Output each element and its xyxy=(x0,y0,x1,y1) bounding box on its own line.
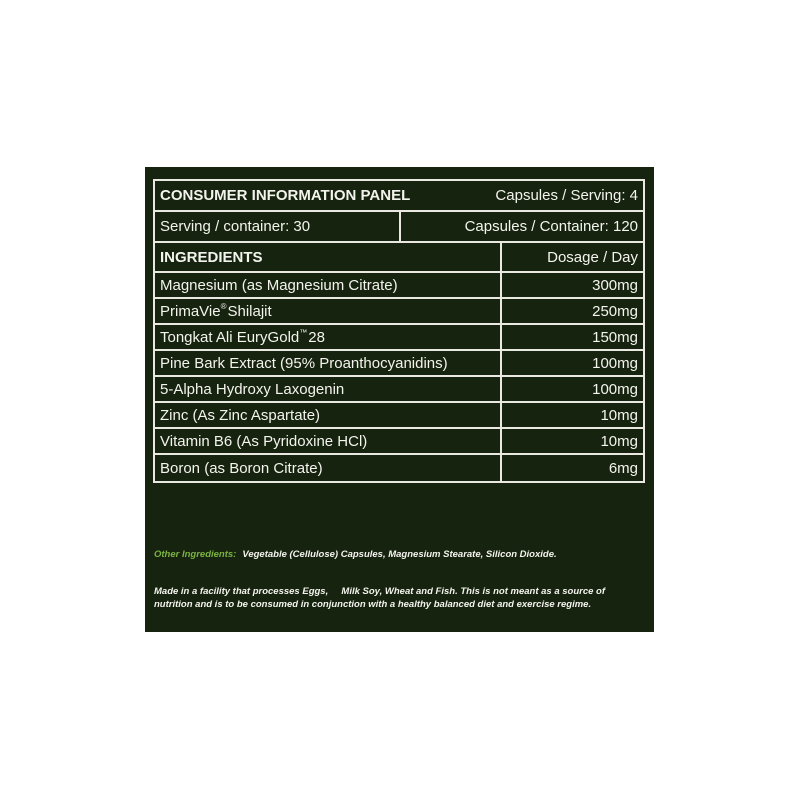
table-row xyxy=(155,351,643,377)
ingredient-dose: 10mg xyxy=(600,406,638,424)
ingredient-name: Zinc (As Zinc Aspartate) xyxy=(155,403,502,427)
facility-note: Made in a facility that processes Eggs, Milk Soy, Wheat and Fish. This is not meant as a source of nutrition and is to be consumed in conjunction with a healthy balanced diet and exercise regime. xyxy=(154,586,608,610)
other-ingredients-label: Other Ingredients: xyxy=(154,549,237,560)
registered-mark: ® xyxy=(220,302,227,311)
table-row xyxy=(155,455,643,481)
dosage-header: Dosage / Day xyxy=(547,248,638,266)
other-ingredients xyxy=(154,549,557,560)
other-ingredients-text: Vegetable (Cellulose) Capsules, Magnesium Stearate, Silicon Dioxide. xyxy=(242,549,557,560)
ingredients-header-row xyxy=(155,243,643,273)
ingredients-header: INGREDIENTS xyxy=(155,243,502,271)
ingredient-name: Pine Bark Extract (95% Proanthocyanidins) xyxy=(155,351,502,375)
ingredient-dose: 100mg xyxy=(592,354,638,372)
consumer-information-panel xyxy=(145,167,654,632)
ingredient-dose: 300mg xyxy=(592,276,638,294)
serving-info-row xyxy=(155,212,643,243)
ingredient-dose: 10mg xyxy=(600,432,638,450)
table-row xyxy=(155,299,643,325)
ingredient-name: Boron (as Boron Citrate) xyxy=(155,455,502,481)
ingredient-name: Tongkat Ali EuryGold ™ 28 xyxy=(155,325,502,349)
ingredient-name: Vitamin B6 (As Pyridoxine HCl) xyxy=(155,429,502,453)
ingredient-dose: 100mg xyxy=(592,380,638,398)
ingredient-name: Magnesium (as Magnesium Citrate) xyxy=(155,273,502,297)
ingredient-dose: 150mg xyxy=(592,328,638,346)
table-row xyxy=(155,325,643,351)
ingredient-dose: 250mg xyxy=(592,302,638,320)
capsules-per-container: Capsules / Container: 120 xyxy=(464,218,638,235)
trademark-mark: ™ xyxy=(299,328,308,337)
table-row xyxy=(155,403,643,429)
table-header-row xyxy=(155,181,643,212)
panel-title: CONSUMER INFORMATION PANEL xyxy=(160,187,411,204)
capsules-per-serving: Capsules / Serving: 4 xyxy=(495,187,638,204)
table-row xyxy=(155,429,643,455)
servings-per-container: Serving / container: 30 xyxy=(155,212,401,241)
table-row xyxy=(155,377,643,403)
table-row xyxy=(155,273,643,299)
ingredient-name: PrimaVie ® Shilajit xyxy=(155,299,502,323)
ingredient-dose: 6mg xyxy=(608,459,638,477)
ingredients-table xyxy=(153,179,645,483)
ingredient-name: 5-Alpha Hydroxy Laxogenin xyxy=(155,377,502,401)
